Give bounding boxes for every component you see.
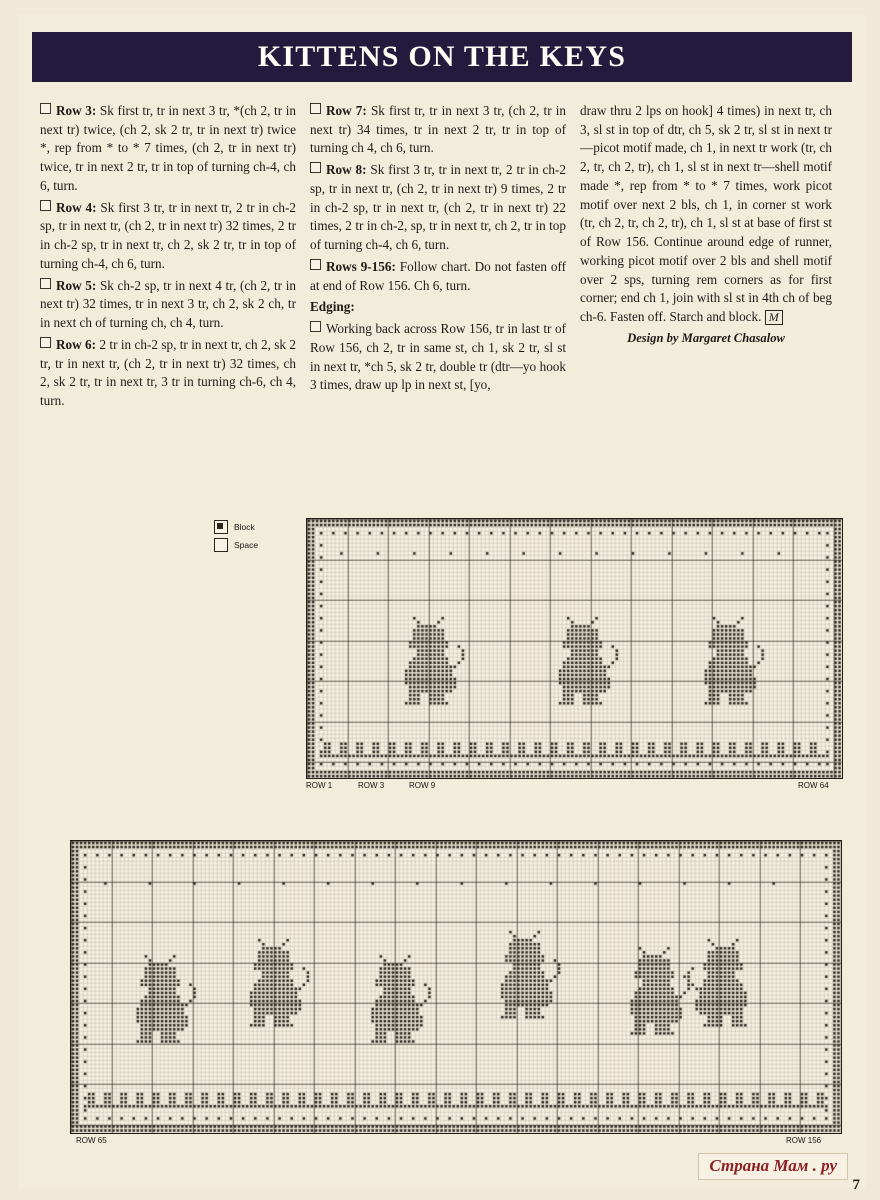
chart-bottom-labels bbox=[70, 1134, 840, 1148]
legend-label: Space bbox=[234, 540, 259, 550]
row-text: Follow chart. Do not fasten off at end of Row 156. Ch 6, turn. bbox=[310, 258, 567, 293]
checkbox-icon[interactable] bbox=[40, 337, 51, 348]
watermark: Страна Мам . ру bbox=[698, 1153, 848, 1180]
instruction-paragraph bbox=[40, 277, 296, 333]
chart-row-label: ROW 1 bbox=[306, 781, 333, 790]
chart-legend bbox=[214, 520, 258, 556]
designer-credit: Design by Margaret Chasalow bbox=[627, 330, 785, 345]
checkbox-icon[interactable] bbox=[310, 162, 321, 173]
checkbox-icon[interactable] bbox=[310, 103, 321, 114]
checkbox-icon[interactable] bbox=[40, 200, 51, 211]
edging-heading bbox=[310, 298, 566, 317]
instruction-paragraph bbox=[310, 258, 566, 295]
chart-row-label: ROW 9 bbox=[409, 781, 436, 790]
instruction-paragraph bbox=[580, 102, 832, 327]
row-label: Rows 9-156: bbox=[326, 258, 396, 274]
row-text: Sk first tr, tr in next 3 tr, (ch 2, tr in next tr) 34 times, tr in next 2 tr, tr in top of turning ch 4, ch 6, turn. bbox=[310, 103, 566, 156]
instruction-paragraph bbox=[310, 102, 566, 158]
chart-top-canvas bbox=[306, 518, 843, 779]
checkbox-icon[interactable] bbox=[40, 103, 51, 114]
block-swatch-icon bbox=[214, 520, 228, 534]
chart-row-label: ROW 156 bbox=[786, 1136, 822, 1145]
space-swatch-icon bbox=[214, 538, 228, 552]
checkbox-icon[interactable] bbox=[40, 278, 51, 289]
chart-top-labels bbox=[306, 779, 841, 793]
row-label: Row 6: bbox=[56, 336, 97, 352]
instruction-paragraph bbox=[310, 161, 566, 255]
legend-label: Block bbox=[234, 522, 255, 532]
page-title: KITTENS ON THE KEYS bbox=[257, 40, 627, 73]
instruction-paragraph bbox=[310, 320, 566, 395]
chart-row-label: ROW 64 bbox=[798, 781, 829, 790]
title-banner bbox=[32, 32, 852, 82]
column-3 bbox=[580, 102, 832, 351]
column-1 bbox=[40, 102, 296, 414]
row-text: 2 tr in ch-2 sp, tr in next tr, ch 2, sk 2 tr, tr in next tr, (ch 2, tr in next tr) 32 times, ch 2, sk 2 tr, tr in next tr, 3 tr in turning ch-6, ch 4, turn. bbox=[40, 336, 296, 409]
edging-text: Working back across Row 156, tr in last tr of Row 156, ch 2, tr in same st, ch 1, sk 2 tr, sl st in next tr, *ch 5, sk 2 tr, double tr (dtr—yo hook 3 times, draw up lp in next st, [yo, bbox=[310, 321, 566, 393]
checkbox-icon[interactable] bbox=[310, 259, 321, 270]
row-label: Row 3: bbox=[56, 103, 97, 118]
edging-heading-label: Edging: bbox=[310, 299, 355, 315]
row-label: Row 7: bbox=[326, 103, 367, 118]
row-text: Sk first 3 tr, tr in next tr, 2 tr in ch-2 sp, tr in next tr, (ch 2, tr in next tr) 9 times, 2 tr in ch-2 sp, tr in next tr, (ch 2, tr in next tr) 22 times, 2 tr in ch-2, sp, tr in next tr, ch 2, tr in top of turning ch-4, ch 6, turn. bbox=[310, 162, 566, 253]
chart-row-label: ROW 65 bbox=[76, 1136, 107, 1145]
legend-item-block bbox=[214, 520, 258, 534]
instruction-paragraph bbox=[40, 199, 296, 274]
instruction-paragraph bbox=[40, 102, 296, 196]
row-text: Sk first 3 tr, tr in next tr, 2 tr in ch-2 sp, tr in next tr, (ch 2, tr in next tr) 32 times, 2 tr in ch-2 sp, tr in next tr, ch 2, sk 2 tr, tr in top of turning ch-4, ch 6, turn. bbox=[40, 199, 296, 271]
row-label: Row 4: bbox=[56, 199, 97, 215]
row-text: Sk first tr, tr in next 3 tr, *(ch 2, tr in next tr) twice, (ch 2, sk 2 tr, tr in next tr) twice *, rep from * to * 7 times, (ch 2, tr in next tr) twice, tr in next 2 tr, tr in top of turning ch-4, ch 6, turn. bbox=[40, 103, 296, 193]
page-inner bbox=[18, 14, 866, 1188]
page-number: 7 bbox=[852, 1177, 860, 1193]
filet-chart-bottom bbox=[70, 840, 842, 1148]
chart-row-label: ROW 3 bbox=[358, 781, 385, 790]
checkbox-icon[interactable] bbox=[310, 321, 321, 332]
edging-continued-text: draw thru 2 lps on hook] 4 times) in next tr, ch 3, sl st in top of dtr, ch 5, sk 2 tr, sl st in next tr—picot motif made, ch 1, in next tr work (tr, ch 2, tr, ch 2, tr), ch 1, sl st in next tr—shell motif made *, rep from * to * 7 times, work picot motif over next 2 bls, ch 1, in corner st work (tr, ch 2, tr, ch 2, tr), ch 1, sl st at base of first st of Row 156. Continue around edge of runner, working picot motif over 2 bls and shell motif over 2 sps, turning rem corners as for first corner; end ch 1, join with sl st in 4th ch of beg ch-6. Fasten off. Starch and block. bbox=[580, 103, 832, 325]
instruction-columns bbox=[40, 102, 846, 414]
chart-bottom-canvas bbox=[70, 840, 842, 1134]
legend-item-space bbox=[214, 538, 258, 552]
row-text: Sk ch-2 sp, tr in next 4 tr, (ch 2, tr in next tr) 32 times, tr in next 3 tr, ch 2, sk 2 ch, tr in next ch of turning ch, ch 4, turn. bbox=[40, 277, 296, 331]
row-label: Row 8: bbox=[326, 162, 367, 178]
row-label: Row 5: bbox=[56, 277, 97, 293]
instruction-paragraph bbox=[40, 336, 296, 411]
designer-initial: M bbox=[765, 310, 783, 325]
column-2 bbox=[310, 102, 566, 398]
filet-chart-top bbox=[306, 518, 843, 793]
